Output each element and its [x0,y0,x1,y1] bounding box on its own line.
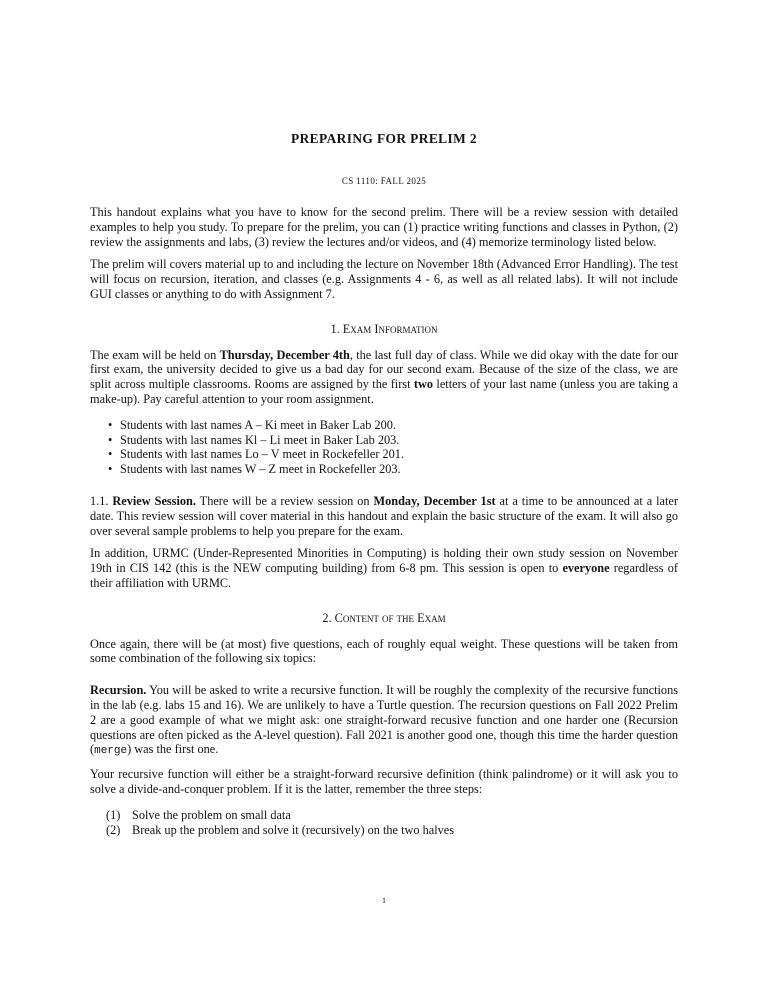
section-1-heading [90,322,678,337]
document-body [90,205,678,837]
section-1-heading-text: 1. Exam Information [330,321,438,336]
exam-info-paragraph [90,348,678,407]
recursion-label: Recursion. [90,683,147,698]
review-session-text-c: at a time to be announced at a later date. This review session will cover material in this handout and explain the basic structure of the exam. It will also go over several sample problems to help you prepare for the exam. [90,493,678,538]
list-item [106,822,678,838]
exam-info-text-e: letters of your last name (unless you are taking a make-up). Pay careful attention to your room assignment. [90,377,678,406]
exam-date: Thursday, December 4th [219,347,350,362]
step-marker: (2) [106,822,121,837]
exam-info-text-a: The exam will be held on [90,347,220,362]
page-number: 1 [382,896,386,905]
list-item: • Students with last names Lo – V meet in Rockefeller 201. [120,447,678,462]
review-session-date: Monday, December 1st [373,493,496,508]
exam-info-text-c: , the last full day of class. While we did okay with the date for our first exam, the university decided to give us a bad day for our second exam. Because of the size of the class, we are split across multiple classrooms. Rooms are assigned by the first [90,347,678,392]
steps-list [90,808,678,838]
merge-code: merge [94,745,128,758]
intro-paragraph-2: The prelim will covers material up to and including the lecture on November 18th (Advanced Error Handling). The test will focus on recursion, iteration, and classes (e.g. Assignments 4 - 6, as well as all related labs). It will not include GUI classes or anything to do with Assignment 7. [90,257,678,301]
section-2-heading [90,611,678,626]
list-item: • Students with last names Kl – Li meet in Baker Lab 203. [120,433,678,448]
urmc-text-a: In addition, URMC (Under-Represented Minorities in Computing) is holding their own study session on November 19th in CIS 142 (this is the NEW computing building) from 6-8 pm. This session is open to [90,546,678,576]
intro-paragraph-1: This handout explains what you have to know for the second prelim. There will be a review session with detailed examples to help you study. To prepare for the prelim, you can (1) practice writing functions and classes in Python, (2) review the assignments and labs, (3) review the lectures and/or videos, and (4) memorize terminology listed below. [90,205,678,249]
divide-conquer-paragraph: Your recursive function will either be a straight-forward recursive definition (think palindrome) or it will ask you to solve a divide-and-conquer problem. If it is the latter, remember the three steps: [90,767,678,796]
section-2-heading-text: 2. Content of the Exam [322,610,446,625]
review-session-label: Review Session. [112,493,196,508]
urmc-paragraph [90,546,678,590]
content-intro-paragraph: Once again, there will be (at most) five questions, each of roughly equal weight. These questions will be taken from some combination of the following six topics: [90,636,678,666]
step-text: Solve the problem on small data [132,807,291,822]
review-session-paragraph [90,494,678,538]
step-marker: (1) [106,807,121,822]
list-item: • Students with last names W – Z meet in Rockefeller 203. [120,462,678,477]
page-title: PREPARING FOR PRELIM 2 [291,131,477,146]
review-session-text-a: There will be a review session on [195,493,374,508]
room-assignment-list [90,418,678,477]
list-item [106,807,678,823]
course-subtitle: CS 1110: FALL 2025 [341,176,427,186]
subsection-number: 1.1. [90,493,109,508]
urmc-text-c: regardless of their affiliation with URMC. [90,561,678,590]
recursion-paragraph [90,683,678,759]
recursion-text-a: You will be asked to write a recursive function. It will be roughly the complexity of the recursive functions in the lab (e.g. labs 15 and 16). We are unlikely to have a Turtle question. The recursion questions on Fall 2022 Prelim 2 are a good example of what we might ask: one straight-forward recusive function and one harder one (Recursion questions are often picked as the A-level question). Fall 2021 is another good one, though this time the harder question ( [90,683,678,757]
step-text: Break up the problem and solve it (recursively) on the two halves [132,822,455,837]
list-item: • Students with last names A – Ki meet in Baker Lab 200. [120,418,678,433]
exam-info-emphasis-two: two [413,377,434,392]
recursion-text-b: ) was the first one. [127,742,219,757]
urmc-emphasis-everyone: everyone [562,561,610,576]
